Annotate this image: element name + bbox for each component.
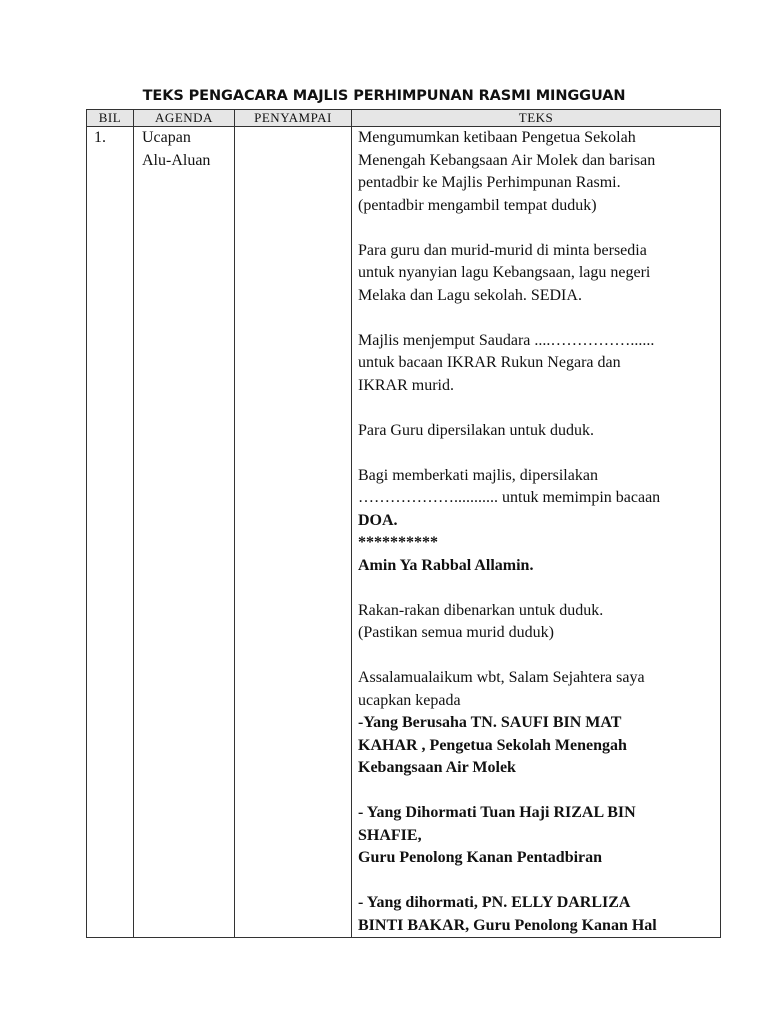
text-line: untuk nyanyian lagu Kebangsaan, lagu negeri [358,264,651,281]
text-line: Rakan-rakan dibenarkan untuk duduk. [358,601,604,619]
bold-text-line: ********** [358,534,438,551]
bold-text-line: DOA. [358,511,398,529]
paragraph-announce [358,127,714,217]
bold-text-line: - Yang dihormati, PN. ELLY DARLIZA [358,894,631,911]
bold-text-line: KAHAR , Pengetua Sekolah Menengah [358,736,627,754]
agenda-table [86,109,721,938]
text-line: Assalamualaikum wbt, Salam Sejahtera saya [358,669,645,686]
paragraph-teachers-sit [358,420,714,443]
paragraph-doa [358,465,714,578]
text-line: Mengumumkan ketibaan Pengetua Sekolah [358,129,636,146]
table-row [87,127,721,938]
text-line: pentadbir ke Majlis Perhimpunan Rasmi. [358,174,621,191]
text-line: Menengah Kebangsaan Air Molek dan barisan [358,151,656,169]
bold-text-line: - Yang Dihormati Tuan Haji RIZAL BIN [358,804,636,821]
bold-text-line: BINTI BAKAR, Guru Penolong Kanan Hal [358,916,657,934]
header-agenda: AGENDA [134,110,235,127]
header-teks: TEKS [352,110,721,127]
header-penyampai: PENYAMPAI [235,110,352,127]
bold-text-line: Kebangsaan Air Molek [358,759,516,776]
text-line: (pentadbir mengambil tempat duduk) [358,196,597,214]
table-header-row [87,110,721,127]
text-line: IKRAR murid. [358,376,454,394]
text-line: ucapkan kepada [358,691,461,709]
paragraph-gpk-pentadbiran [358,802,714,870]
text-line: Bagi memberkati majlis, dipersilakan [358,466,598,484]
agenda-line: Alu-Aluan [142,151,211,169]
penyampai-cell [235,127,352,938]
teks-cell [352,127,721,938]
bold-text-line: Guru Penolong Kanan Pentadbiran [358,849,603,866]
text-line: untuk bacaan IKRAR Rukun Negara dan [358,354,621,371]
text-line: Majlis menjemput Saudara ....……………...... [358,331,655,349]
header-bil: BIL [87,110,134,127]
bold-text-line: Amin Ya Rabbal Allamin. [358,556,534,574]
text-line: Melaka dan Lagu sekolah. SEDIA. [358,286,582,304]
paragraph-greeting [358,667,714,780]
page-title: TEKS PENGACARA MAJLIS PERHIMPUNAN RASMI MINGGUAN [142,88,626,104]
text-line: Para guru dan murid-murid di minta bersedia [358,241,647,259]
text-line: (Pastikan semua murid duduk) [358,624,554,641]
bold-text-line: -Yang Berusaha TN. SAUFI BIN MAT [358,714,622,731]
bil-cell [87,127,134,938]
paragraph-ikrar [358,330,714,398]
agenda-line: Ucapan [142,129,191,146]
bold-text-line: SHAFIE, [358,826,422,844]
text-line: ………………........... untuk memimpin bacaan [358,489,661,506]
paragraph-students-sit [358,600,714,645]
paragraph-gpk-hem [358,892,714,937]
text-line: Para Guru dipersilakan untuk duduk. [358,421,594,439]
agenda-cell [134,127,235,938]
paragraph-anthem [358,240,714,308]
bil-value: 1. [94,129,106,146]
